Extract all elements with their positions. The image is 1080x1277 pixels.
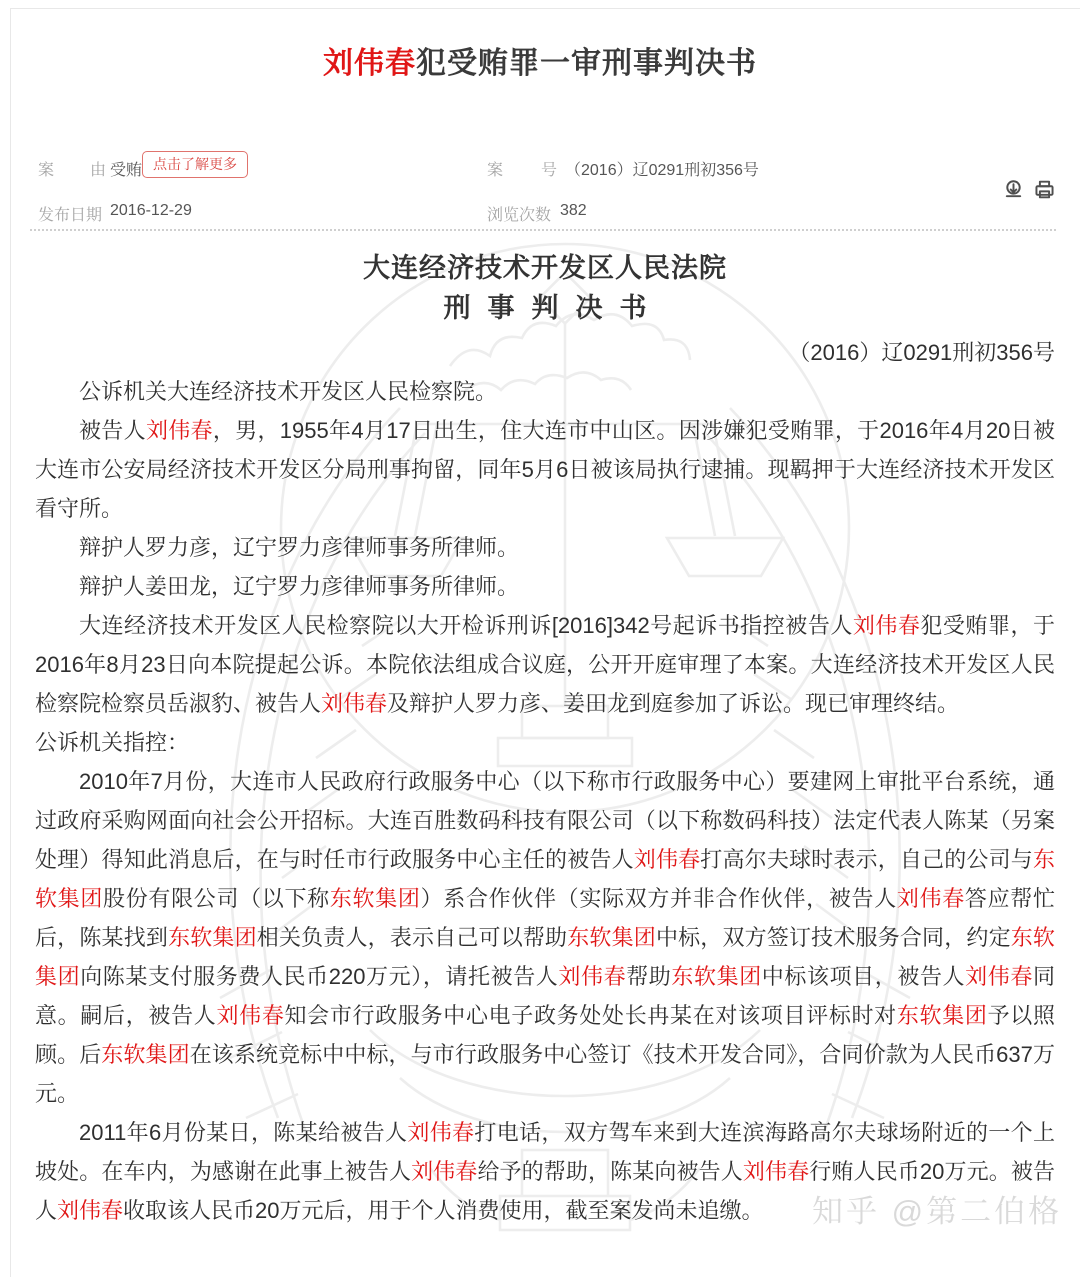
highlighted-entity: 东软集团 (896, 1003, 988, 1028)
text-segment: 予以照顾。后 (35, 1003, 1055, 1067)
paragraph-indictment (35, 606, 1055, 723)
text-segment: 被告人 (79, 418, 146, 443)
paragraph-defendant-info (35, 411, 1055, 528)
paragraph-facts-2011 (35, 1113, 1055, 1230)
text-segment: 帮助 (626, 964, 672, 989)
text-segment: 向陈某支付服务费人民币220万元），请托被告人 (80, 964, 559, 989)
highlighted-entity: 东软集团 (168, 925, 257, 950)
zhihu-user-watermark: 知乎 @第二伯格 (812, 1194, 1063, 1229)
download-icon[interactable] (1002, 178, 1025, 201)
text-segment: 犯受贿罪，于2016年8月23日向本院提起公诉。本院依法组成合议庭，公开开庭审理了本案。大连经济技术开发区人民检察院检察员岳淑豹、被告人 (35, 613, 1055, 716)
printer-icon[interactable] (1033, 178, 1056, 201)
highlighted-entity: 刘伟春 (558, 964, 627, 989)
document-case-number: （2016）辽0291刑初356号 (788, 340, 1055, 365)
paragraph-accusation-lead (35, 723, 1055, 762)
highlighted-entity: 东软集团 (567, 925, 656, 950)
text-segment: 在该系统竞标中中标，与市行政服务中心签订《技术开发合同》，合同价款为人民币637万元。 (35, 1042, 1055, 1106)
publish-date-value: 2016-12-29 (110, 202, 192, 219)
text-segment: 大连经济技术开发区人民检察院以大开检诉刑诉[2016]342号起诉书指控被告人 (79, 613, 853, 638)
court-name-heading: 大连经济技术开发区人民法院 (363, 253, 727, 283)
text-segment: 2010年7月份，大连市人民政府行政服务中心（以下称市行政服务中心）要建网上审批平台系统，通过政府采购网面向社会公开招标。大连百胜数码科技有限公司（以下称数码科技）法定代表人陈某（另案处理）得知此消息后，在与时任市行政服务中心主任的被告人 (35, 769, 1055, 872)
text-segment: 及辩护人罗力彦、姜田龙到庭参加了诉讼。现已审理终结。 (387, 691, 960, 716)
text-segment: 中标该项目，被告人 (761, 964, 966, 989)
highlighted-entity: 东软集团 (671, 964, 762, 989)
highlighted-entity: 刘伟春 (965, 964, 1033, 989)
paragraph-defender-1 (35, 528, 1055, 567)
text-segment: 股份有限公司（以下称 (103, 886, 330, 911)
paragraph-prosecution-organ (35, 372, 1055, 411)
highlighted-entity: 刘伟春 (145, 418, 213, 443)
text-segment: 给予的帮助，陈某向被告人 (477, 1159, 743, 1184)
page-title (0, 38, 1080, 82)
highlighted-entity: 东软集团 (329, 886, 421, 911)
text-segment: 辩护人姜田龙，辽宁罗力彦律师事务所律师。 (79, 574, 520, 599)
text-segment: 收取该人民币20万元后，用于个人消费使用，截至案发尚未追缴。 (123, 1198, 764, 1223)
text-segment: 答应帮忙后，陈某找到 (35, 886, 1055, 950)
highlighted-entity: 东软集团 (35, 847, 1055, 911)
document-type-heading: 刑事判决书 (443, 293, 664, 323)
meta-separator (30, 229, 1056, 231)
text-segment: 辩护人罗力彦，辽宁罗力彦律师事务所律师。 (79, 535, 520, 560)
case-number-value: （2016）辽0291刑初356号 (565, 162, 759, 179)
text-segment: ，男，1955年4月17日出生，住大连市中山区。因涉嫌犯受贿罪，于2016年4月20日被大连市公安局经济技术开发区分局刑事拘留，同年5月6日被该局执行逮捕。现羁押于大连经济技术开发区看守所。 (35, 418, 1055, 521)
case-number-label: 案号 (487, 162, 557, 179)
highlighted-entity: 刘伟春 (411, 1159, 478, 1184)
publish-date-label: 发布日期 (38, 207, 103, 224)
judgment-document (35, 250, 1055, 1230)
text-segment: 打高尔夫球时表示，自己的公司与 (700, 847, 1033, 872)
text-segment: 犯受贿罪一审刑事判决书 (416, 47, 757, 80)
text-segment: 2011年6月份某日，陈某给被告人 (79, 1120, 408, 1145)
views-value: 382 (560, 202, 587, 219)
paragraph-defender-2 (35, 567, 1055, 606)
highlighted-entity: 刘伟春 (852, 613, 921, 638)
highlighted-entity: 刘伟春 (321, 691, 388, 716)
text-segment: 同意。嗣后，被告人 (35, 964, 1055, 1028)
highlighted-entity: 刘伟春 (407, 1120, 475, 1145)
highlighted-entity: 刘伟春 (742, 1159, 810, 1184)
highlighted-entity: 刘伟春 (896, 886, 965, 911)
highlighted-entity: 刘伟春 (633, 847, 701, 872)
meta-row-1 (38, 157, 1058, 183)
case-cause-value: 受贿 (110, 162, 143, 179)
highlighted-entity: 刘伟春 (216, 1003, 285, 1028)
text-segment: 公诉机关大连经济技术开发区人民检察院。 (79, 379, 498, 404)
highlighted-entity: 刘伟春 (57, 1198, 124, 1223)
text-segment: 打电话，双方驾车来到大连滨海路高尔夫球场附近的一个上坡处。在车内，为感谢在此事上被告人 (35, 1120, 1055, 1184)
highlighted-entity: 刘伟春 (323, 47, 416, 80)
highlighted-entity: 东软集团 (101, 1042, 190, 1067)
text-segment: 知会市行政服务中心电子政务处处长冉某在对该项目评标时对 (284, 1003, 897, 1028)
paragraph-facts-2010 (35, 762, 1055, 1113)
text-segment: 中标，双方签订技术服务合同，约定 (655, 925, 1011, 950)
text-segment: 公诉机关指控： (35, 730, 190, 755)
views-label: 浏览次数 (487, 207, 552, 224)
case-cause-label: 案由 (38, 162, 106, 179)
highlighted-entity: 东软集团 (35, 925, 1055, 989)
text-segment: 行贿人民币20万元。被告人 (35, 1159, 1055, 1223)
meta-row-2 (38, 202, 1058, 228)
text-segment: ）系合作伙伴（实际双方并非合作伙伴，被告人 (420, 886, 897, 911)
meta-actions (1002, 178, 1062, 202)
text-segment: 相关负责人，表示自己可以帮助 (256, 925, 568, 950)
learn-more-button[interactable]: 点击了解更多 (142, 151, 248, 178)
